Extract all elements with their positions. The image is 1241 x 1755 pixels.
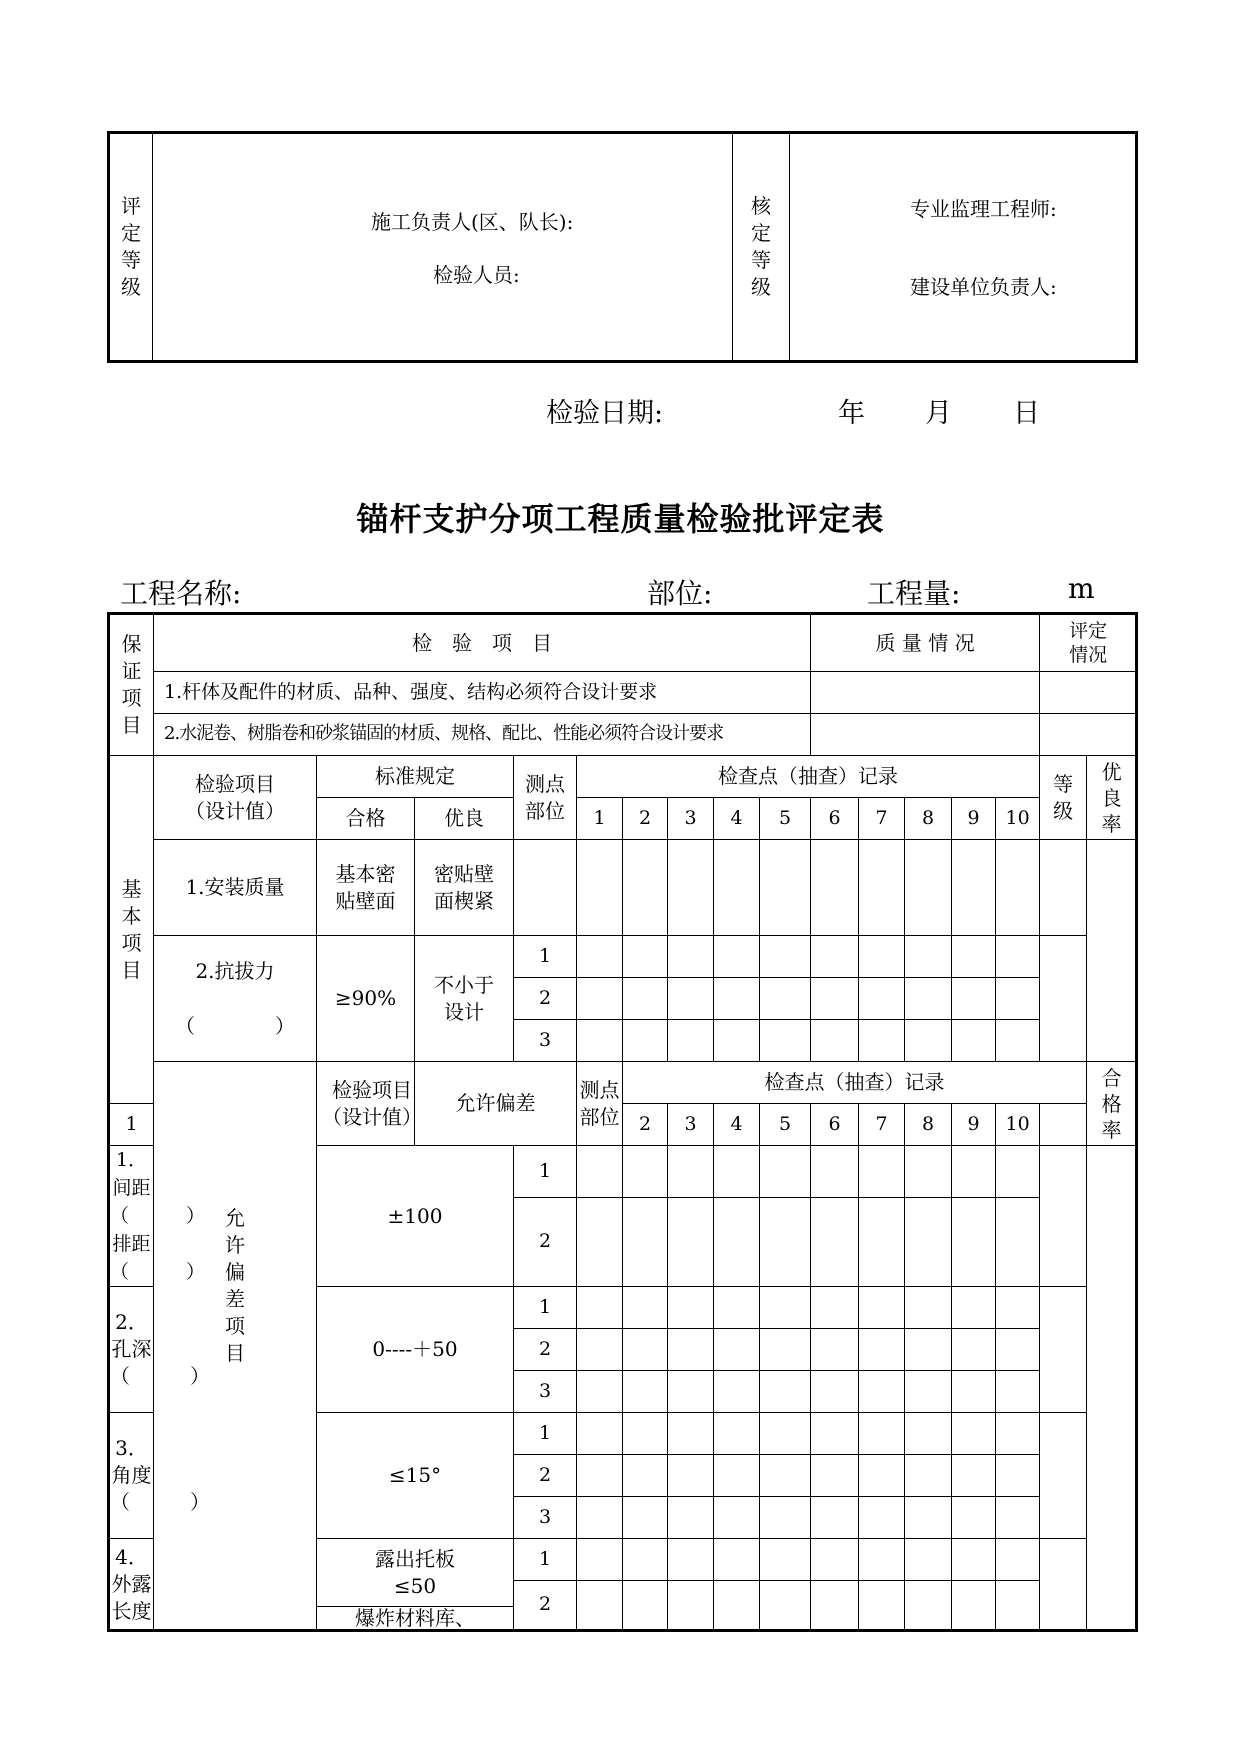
- record-cell[interactable]: [859, 1329, 905, 1371]
- record-cell[interactable]: [811, 1329, 859, 1371]
- record-cell[interactable]: [577, 1581, 623, 1631]
- deviation-item-4-rate[interactable]: [1040, 1539, 1087, 1631]
- record-cell[interactable]: [577, 1287, 623, 1329]
- guarantee-side-label: 保证项目: [109, 614, 154, 756]
- guarantee-quality-header: 质 量 情 况: [811, 614, 1040, 672]
- record-cell[interactable]: [952, 978, 996, 1020]
- record-cell[interactable]: [577, 1146, 623, 1198]
- record-cell[interactable]: [859, 1497, 905, 1539]
- point-number: 1: [514, 1413, 577, 1455]
- record-cell[interactable]: [811, 1198, 859, 1287]
- basic-item-1-name: 1.安装质量: [154, 840, 317, 936]
- inspection-date-label: 检验日期:: [546, 398, 664, 429]
- basic-item-2-good: 不小于设计: [415, 936, 514, 1062]
- record-cell[interactable]: [668, 1146, 714, 1198]
- record-cell[interactable]: [714, 1371, 760, 1413]
- record-cell[interactable]: [623, 840, 668, 936]
- record-cell[interactable]: [996, 936, 1040, 978]
- record-cell[interactable]: [952, 936, 996, 978]
- supervisor-label: 专业监理工程师:: [910, 197, 1057, 221]
- date-month: 月: [925, 398, 952, 429]
- record-cell[interactable]: [952, 1146, 996, 1198]
- record-cell[interactable]: [811, 978, 859, 1020]
- record-cell[interactable]: [811, 1539, 859, 1581]
- deviation-item-4-tol-1: 露出托板≤50: [317, 1539, 514, 1607]
- record-num: 2: [623, 1104, 668, 1146]
- record-cell[interactable]: [952, 840, 996, 936]
- record-cell[interactable]: [905, 1020, 952, 1062]
- inspection-table: [107, 612, 1138, 1632]
- verify-grade-label: 核定等级: [733, 133, 790, 362]
- owner-leader-label: 建设单位负责人:: [910, 275, 1057, 299]
- record-cell[interactable]: [714, 978, 760, 1020]
- record-cell[interactable]: [859, 840, 905, 936]
- record-cell[interactable]: [577, 1539, 623, 1581]
- record-cell[interactable]: [668, 1371, 714, 1413]
- deviation-item-3-name: 3．角度 （ ）: [109, 1413, 154, 1539]
- record-cell[interactable]: [859, 1020, 905, 1062]
- guarantee-row-1-quality[interactable]: [811, 672, 1040, 714]
- record-num: 3: [668, 798, 714, 840]
- record-cell[interactable]: [811, 1455, 859, 1497]
- record-num: 8: [905, 1104, 952, 1146]
- guarantee-row-2-quality[interactable]: [811, 714, 1040, 756]
- basic-item-1-point[interactable]: [514, 840, 577, 936]
- record-cell[interactable]: [623, 1020, 668, 1062]
- point-number: 2: [514, 1198, 577, 1287]
- record-num: 3: [668, 1104, 714, 1146]
- record-num: 6: [811, 798, 859, 840]
- date-year: 年: [838, 398, 865, 429]
- record-cell[interactable]: [714, 1455, 760, 1497]
- record-cell[interactable]: [760, 1329, 811, 1371]
- record-num: 1: [577, 798, 623, 840]
- record-cell[interactable]: [952, 1455, 996, 1497]
- deviation-item-1-tol: ±100: [317, 1146, 514, 1287]
- record-cell[interactable]: [577, 840, 623, 936]
- point-number: 2: [514, 1329, 577, 1371]
- record-cell[interactable]: [905, 978, 952, 1020]
- record-cell[interactable]: [760, 1413, 811, 1455]
- record-cell[interactable]: [859, 1287, 905, 1329]
- record-cell[interactable]: [577, 1413, 623, 1455]
- record-num: 10: [996, 1104, 1040, 1146]
- record-num: 8: [905, 798, 952, 840]
- guarantee-eval-header: 评定情况: [1040, 614, 1137, 672]
- quantity-label: 工程量:: [867, 577, 961, 610]
- record-cell[interactable]: [905, 936, 952, 978]
- record-cell[interactable]: [714, 1287, 760, 1329]
- record-cell[interactable]: [760, 1581, 811, 1631]
- project-name-label: 工程名称:: [120, 577, 242, 610]
- basic-item-1-good: 密贴壁面楔紧: [415, 840, 514, 936]
- record-cell[interactable]: [577, 1455, 623, 1497]
- date-day: 日: [1013, 398, 1040, 429]
- record-cell[interactable]: [996, 1497, 1040, 1539]
- record-cell[interactable]: [952, 1198, 996, 1287]
- deviation-item-4-name: 4．外露长度: [109, 1539, 154, 1631]
- record-num: 7: [859, 798, 905, 840]
- record-cell[interactable]: [859, 1581, 905, 1631]
- record-num: 5: [760, 798, 811, 840]
- record-cell[interactable]: [714, 1020, 760, 1062]
- record-cell[interactable]: [577, 1497, 623, 1539]
- record-cell[interactable]: [811, 1020, 859, 1062]
- record-cell[interactable]: [996, 1287, 1040, 1329]
- record-cell[interactable]: [996, 1539, 1040, 1581]
- record-cell[interactable]: [811, 1371, 859, 1413]
- eval-grade-label: 评定等级: [109, 133, 153, 362]
- record-cell[interactable]: [714, 1329, 760, 1371]
- record-cell[interactable]: [905, 1198, 952, 1287]
- record-cell[interactable]: [668, 1198, 714, 1287]
- deviation-item-2-tol: 0----＋50: [317, 1287, 514, 1413]
- record-cell[interactable]: [623, 1581, 668, 1631]
- record-cell[interactable]: [811, 1581, 859, 1631]
- record-cell[interactable]: [811, 1497, 859, 1539]
- record-cell[interactable]: [577, 978, 623, 1020]
- basic-item-2-pass: ≥90%: [317, 936, 415, 1062]
- deviation-point-header: 测点部位: [577, 1062, 623, 1146]
- deviation-side-label: 允许偏差项目: [154, 1062, 317, 1631]
- record-cell[interactable]: [668, 1287, 714, 1329]
- point-number: 1: [514, 1287, 577, 1329]
- signature-table: [107, 131, 1138, 363]
- record-cell[interactable]: [996, 978, 1040, 1020]
- basic-point-header: 测点部位: [514, 756, 577, 840]
- record-cell[interactable]: [714, 1497, 760, 1539]
- record-cell[interactable]: [577, 1329, 623, 1371]
- point-number: 3: [514, 1371, 577, 1413]
- basic-item-1-grade[interactable]: [1040, 840, 1087, 936]
- record-cell[interactable]: [760, 1287, 811, 1329]
- record-cell[interactable]: [668, 936, 714, 978]
- record-cell[interactable]: [623, 936, 668, 978]
- basic-good-header: 优良: [415, 798, 514, 840]
- record-cell[interactable]: [668, 1413, 714, 1455]
- deviation-record-header: 检查点（抽查）记录: [623, 1062, 1087, 1104]
- record-cell[interactable]: [623, 1287, 668, 1329]
- record-cell[interactable]: [952, 1413, 996, 1455]
- deviation-item-1-rate[interactable]: [1040, 1146, 1087, 1287]
- record-num: 6: [811, 1104, 859, 1146]
- record-cell[interactable]: [859, 1146, 905, 1198]
- point-number: 1: [514, 1539, 577, 1581]
- record-cell[interactable]: [905, 1497, 952, 1539]
- record-cell[interactable]: [760, 1020, 811, 1062]
- page-title: 锚杆支护分项工程质量检验批评定表: [356, 500, 885, 538]
- record-cell[interactable]: [996, 1455, 1040, 1497]
- deviation-grade-cell[interactable]: [1087, 1146, 1137, 1631]
- record-cell[interactable]: [714, 936, 760, 978]
- deviation-item-2-rate[interactable]: [1040, 1287, 1087, 1413]
- record-cell[interactable]: [760, 1198, 811, 1287]
- point-number: 3: [514, 1497, 577, 1539]
- record-cell[interactable]: [577, 1371, 623, 1413]
- record-cell[interactable]: [859, 1413, 905, 1455]
- guarantee-item-header: 检 验 项 目: [154, 614, 811, 672]
- record-cell[interactable]: [668, 1455, 714, 1497]
- basic-side-label: 基本项目: [109, 756, 154, 1104]
- record-cell[interactable]: [623, 1539, 668, 1581]
- record-cell[interactable]: [952, 1287, 996, 1329]
- record-cell[interactable]: [952, 1329, 996, 1371]
- record-cell[interactable]: [668, 1329, 714, 1371]
- record-cell[interactable]: [905, 1146, 952, 1198]
- record-cell[interactable]: [623, 1198, 668, 1287]
- record-cell[interactable]: [859, 978, 905, 1020]
- record-num: 4: [714, 798, 760, 840]
- record-cell[interactable]: [996, 1413, 1040, 1455]
- record-cell[interactable]: [859, 1198, 905, 1287]
- record-cell[interactable]: [623, 1497, 668, 1539]
- record-cell[interactable]: [905, 1539, 952, 1581]
- record-cell[interactable]: [577, 936, 623, 978]
- record-cell[interactable]: [760, 840, 811, 936]
- record-cell[interactable]: [714, 1413, 760, 1455]
- record-num: 9: [952, 1104, 996, 1146]
- record-cell[interactable]: [760, 1371, 811, 1413]
- record-cell[interactable]: [623, 1329, 668, 1371]
- deviation-item-2-name: 2．孔深 （ ）: [109, 1287, 154, 1413]
- record-cell[interactable]: [859, 936, 905, 978]
- record-cell[interactable]: [760, 1539, 811, 1581]
- construction-sign-cell: [153, 133, 733, 362]
- record-cell[interactable]: [996, 1371, 1040, 1413]
- record-cell[interactable]: [996, 1146, 1040, 1198]
- record-num: 5: [760, 1104, 811, 1146]
- record-cell[interactable]: [905, 1413, 952, 1455]
- record-cell[interactable]: [811, 840, 859, 936]
- record-cell[interactable]: [668, 1497, 714, 1539]
- record-num: 4: [714, 1104, 760, 1146]
- record-cell[interactable]: [952, 1539, 996, 1581]
- record-cell[interactable]: [952, 1371, 996, 1413]
- record-num: 9: [952, 798, 996, 840]
- record-cell[interactable]: [996, 840, 1040, 936]
- record-cell[interactable]: [859, 1539, 905, 1581]
- record-cell[interactable]: [952, 1497, 996, 1539]
- basic-pass-header: 合格: [317, 798, 415, 840]
- record-cell[interactable]: [577, 1020, 623, 1062]
- record-cell[interactable]: [760, 1146, 811, 1198]
- record-cell[interactable]: [996, 1198, 1040, 1287]
- record-cell[interactable]: [996, 1329, 1040, 1371]
- record-cell[interactable]: [811, 1146, 859, 1198]
- basic-item-2-name: 2.抗拔力 （ ）: [154, 936, 317, 1062]
- supervisor-sign-cell: [790, 133, 1137, 362]
- record-cell[interactable]: [905, 1287, 952, 1329]
- deviation-item-header: 检验项目（设计值）: [317, 1062, 415, 1146]
- record-cell[interactable]: [905, 840, 952, 936]
- basic-record-header: 检查点（抽查）记录: [577, 756, 1040, 798]
- position-label: 部位:: [647, 577, 713, 610]
- basic-item-2-grade[interactable]: [1040, 936, 1087, 1062]
- record-cell[interactable]: [577, 1198, 623, 1287]
- guarantee-row-1-eval[interactable]: [1040, 672, 1137, 714]
- basic-grade-header: 等级: [1040, 756, 1087, 840]
- point-number: 3: [514, 1020, 577, 1062]
- inspector-label: 检验人员:: [433, 263, 520, 287]
- point-number: 1: [514, 1146, 577, 1198]
- record-cell[interactable]: [952, 1581, 996, 1631]
- guarantee-row-2-eval[interactable]: [1040, 714, 1137, 756]
- record-cell[interactable]: [714, 1539, 760, 1581]
- record-cell[interactable]: [859, 1455, 905, 1497]
- record-cell[interactable]: [623, 1413, 668, 1455]
- point-number: 2: [514, 978, 577, 1020]
- record-cell[interactable]: [760, 936, 811, 978]
- record-num: 1: [109, 1104, 154, 1146]
- record-cell[interactable]: [859, 1371, 905, 1413]
- record-cell[interactable]: [668, 978, 714, 1020]
- unit-label: m: [1068, 572, 1095, 605]
- record-cell[interactable]: [811, 936, 859, 978]
- record-cell[interactable]: [952, 1020, 996, 1062]
- basic-item-header: 检验项目（设计值）: [154, 756, 317, 840]
- construction-leader-label: 施工负责人(区、队长):: [371, 210, 574, 234]
- record-cell[interactable]: [811, 1287, 859, 1329]
- record-cell[interactable]: [714, 1146, 760, 1198]
- record-num: 10: [996, 798, 1040, 840]
- record-cell[interactable]: [623, 1455, 668, 1497]
- record-cell[interactable]: [668, 1020, 714, 1062]
- record-cell[interactable]: [996, 1020, 1040, 1062]
- record-cell[interactable]: [623, 1371, 668, 1413]
- basic-rate-cell[interactable]: [1087, 840, 1137, 1062]
- deviation-item-3-tol: ≤15°: [317, 1413, 514, 1539]
- deviation-tol-header: 允许偏差: [415, 1062, 577, 1146]
- record-cell[interactable]: [668, 840, 714, 936]
- record-cell[interactable]: [668, 1581, 714, 1631]
- record-cell[interactable]: [905, 1455, 952, 1497]
- record-cell[interactable]: [623, 1146, 668, 1198]
- deviation-item-1-name: 1．间距 （ ） 排距 （ ）: [109, 1146, 154, 1287]
- record-cell[interactable]: [714, 1198, 760, 1287]
- record-cell[interactable]: [760, 1497, 811, 1539]
- basic-item-1-pass: 基本密贴壁面: [317, 840, 415, 936]
- record-num: 7: [859, 1104, 905, 1146]
- basic-standard-header: 标准规定: [317, 756, 514, 798]
- point-number: 2: [514, 1581, 577, 1631]
- record-num: 2: [623, 798, 668, 840]
- record-cell[interactable]: [668, 1539, 714, 1581]
- record-cell[interactable]: [996, 1581, 1040, 1631]
- record-cell[interactable]: [905, 1329, 952, 1371]
- deviation-item-4-tol-2: 爆炸材料库、: [317, 1607, 514, 1631]
- deviation-rate-header: 合格率: [1087, 1062, 1137, 1146]
- guarantee-row-1: 1.杆体及配件的材质、品种、强度、结构必须符合设计要求: [154, 672, 811, 714]
- record-cell[interactable]: [760, 1455, 811, 1497]
- point-number: 2: [514, 1455, 577, 1497]
- record-cell[interactable]: [811, 1413, 859, 1455]
- record-cell[interactable]: [714, 1581, 760, 1631]
- deviation-item-3-rate[interactable]: [1040, 1413, 1087, 1539]
- record-cell[interactable]: [760, 978, 811, 1020]
- point-number: 1: [514, 936, 577, 978]
- record-cell[interactable]: [905, 1371, 952, 1413]
- record-cell[interactable]: [905, 1581, 952, 1631]
- record-cell[interactable]: [623, 978, 668, 1020]
- record-cell[interactable]: [714, 840, 760, 936]
- guarantee-row-2: 2.水泥卷、树脂卷和砂浆锚固的材质、规格、配比、性能必须符合设计要求: [154, 714, 811, 756]
- basic-rate-header: 优良率: [1087, 756, 1137, 840]
